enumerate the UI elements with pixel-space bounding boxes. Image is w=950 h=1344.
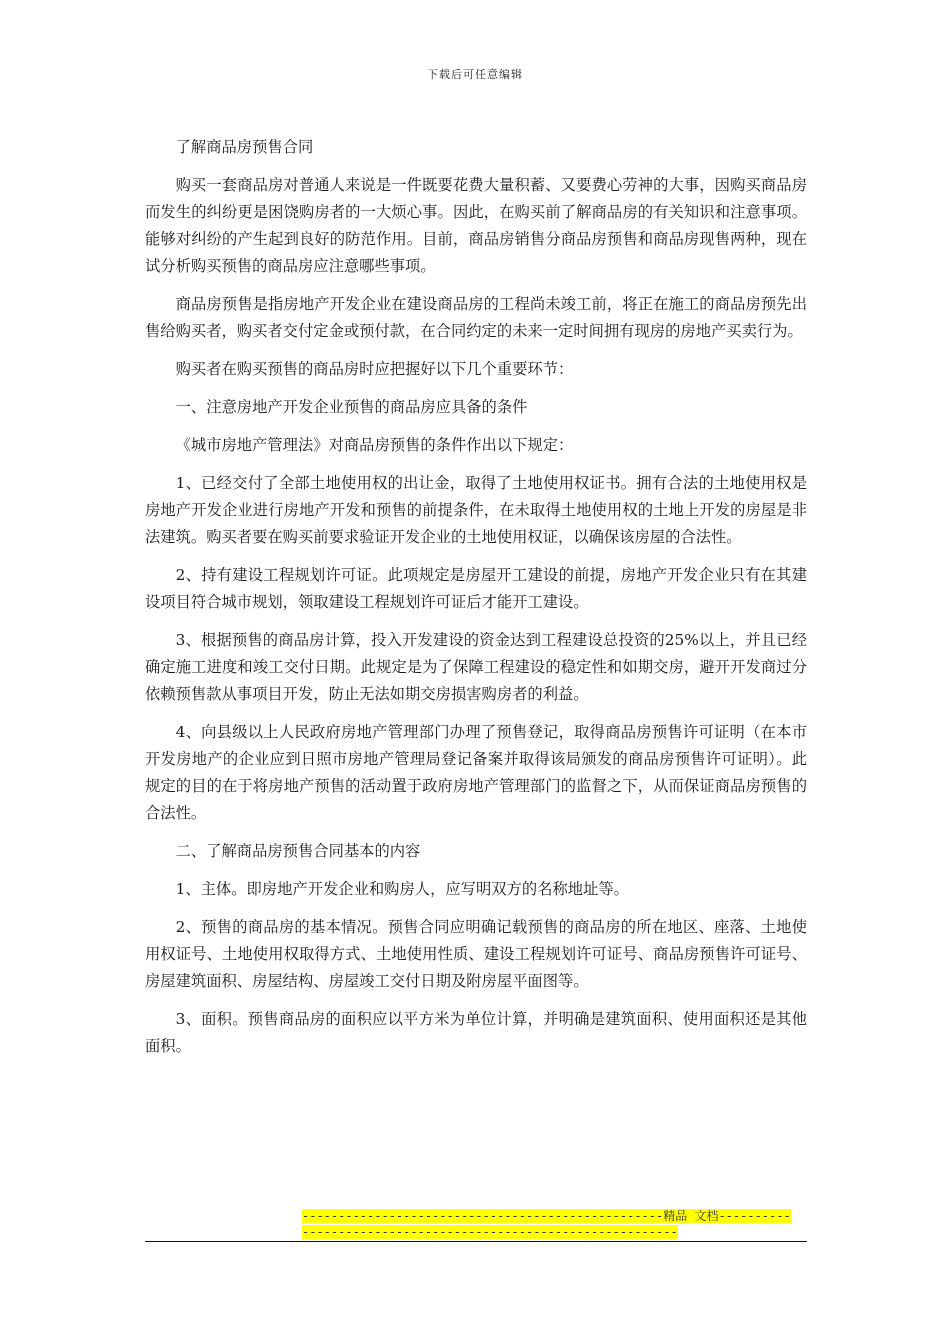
paragraph: 购买一套商品房对普通人来说是一件既要花费大量积蓄、又要费心劳神的大事，因购买商品房而发生的纠纷更是困饶购房者的一大烦心事。因此，在购买前了解商品房的有关知识和注意事项。能够对纠纷的产生起到良好的防范作用。目前，商品房销售分商品房预售和商品房现售两种，现在试分析购买预售的商品房应注意哪些事项。 bbox=[145, 176, 807, 275]
document-body bbox=[145, 134, 807, 1071]
list-item: 2、持有建设工程规划许可证。此项规定是房屋开工建设的前提，房地产开发企业只有在其建设项目符合城市规划，领取建设工程规划许可证后才能开工建设。 bbox=[145, 566, 807, 611]
document-title: 了解商品房预售合同 bbox=[175, 138, 314, 156]
list-item: 1、已经交付了全部土地使用权的出让金，取得了土地使用权证书。拥有合法的土地使用权是房地产开发企业进行房地产开发和预售的前提条件，在未取得土地使用权的土地上开发的房屋是非法建筑。购买者要在购买前要求验证开发企业的土地使用权证，以确保该房屋的合法性。 bbox=[145, 474, 807, 546]
list-item: 1、主体。即房地产开发企业和购房人，应写明双方的名称地址等。 bbox=[175, 880, 629, 898]
list-item: 4、向县级以上人民政府房地产管理部门办理了预售登记，取得商品房预售许可证明（在本市开发房地产的企业应到日照市房地产管理局登记备案并取得该局颁发的商品房预售许可证明）。此规定的目的在于将房地产预售的活动置于政府房地产管理部门的监督之下，从而保证商品房预售的合法性。 bbox=[145, 723, 807, 822]
paragraph: 《城市房地产管理法》对商品房预售的条件作出以下规定： bbox=[175, 436, 574, 454]
paragraph: 商品房预售是指房地产开发企业在建设商品房的工程尚未竣工前，将正在施工的商品房预先出售给购买者，购买者交付定金或预付款，在合同约定的未来一定时间拥有现房的房地产买卖行为。 bbox=[145, 295, 807, 340]
list-item: 3、面积。预售商品房的面积应以平方米为单位计算，并明确是建筑面积、使用面积还是其他面积。 bbox=[145, 1010, 807, 1055]
list-item: 3、根据预售的商品房计算，投入开发建设的资金达到工程建设总投资的25%以上，并且已经确定施工进度和竣工交付日期。此规定是为了保障工程建设的稳定性和如期交房，避开开发商过分依赖预售款从事项目开发，防止无法如期交房损害购房者的利益。 bbox=[145, 631, 807, 703]
paragraph: 购买者在购买预售的商品房时应把握好以下几个重要环节： bbox=[175, 360, 574, 378]
section-heading: 一、注意房地产开发企业预售的商品房应具备的条件 bbox=[175, 398, 528, 416]
list-item: 2、预售的商品房的基本情况。预售合同应明确记载预售的商品房的所在地区、座落、土地使用权证号、土地使用权取得方式、土地使用性质、建设工程规划许可证号、商品房预售许可证号、房屋建筑面积、房屋结构、房屋竣工交付日期及附房屋平面图等。 bbox=[145, 918, 807, 990]
footer-watermark bbox=[302, 1208, 794, 1240]
page-header: 下载后可任意编辑 bbox=[427, 68, 523, 81]
footer-divider bbox=[145, 1241, 807, 1242]
section-heading: 二、了解商品房预售合同基本的内容 bbox=[175, 842, 421, 860]
footer-highlight-text: --------------------------------------------------精品 文档-------------------------------------------------------------- bbox=[302, 1209, 791, 1239]
